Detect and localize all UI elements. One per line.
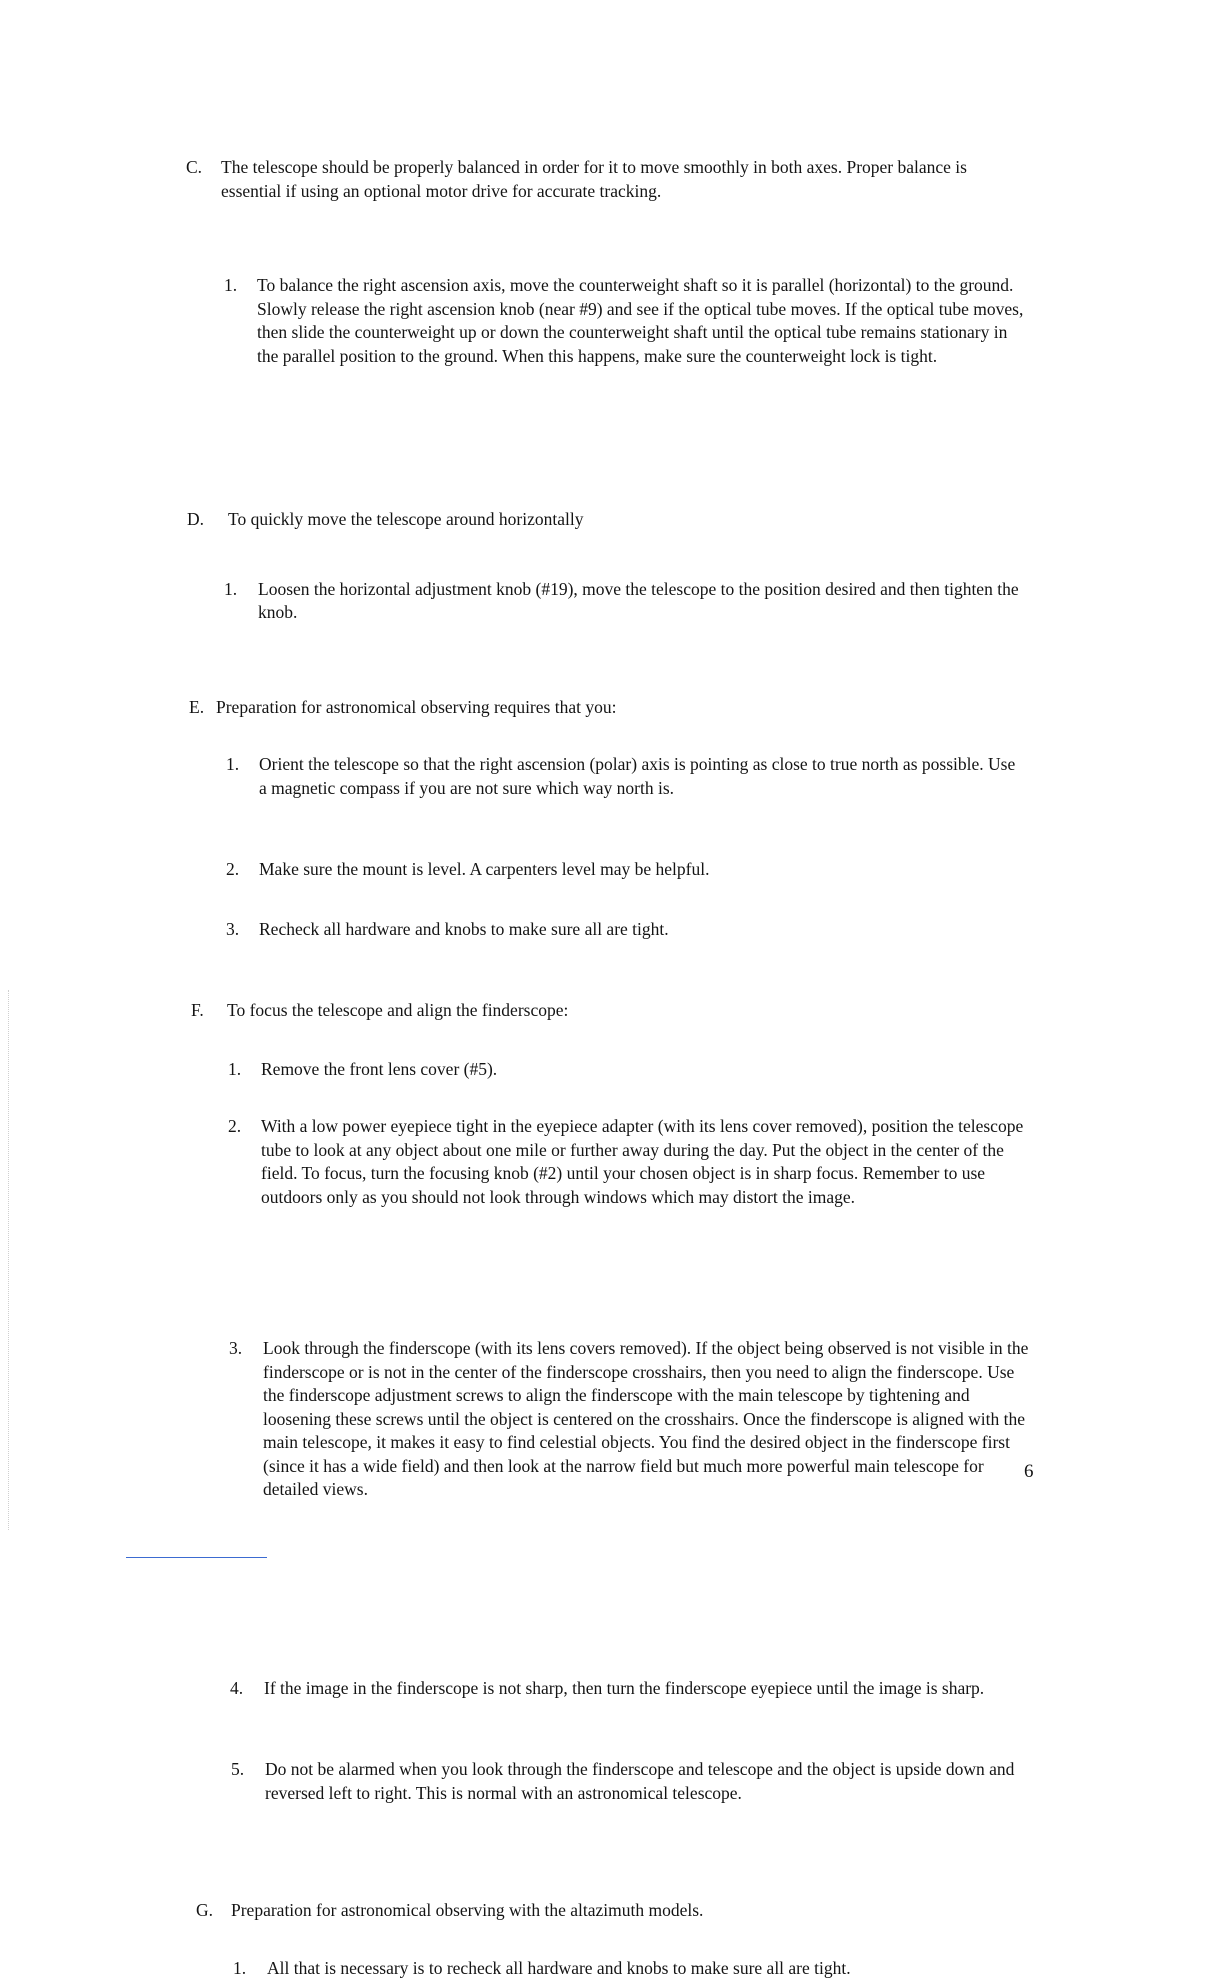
- section-f-text: To focus the telescope and align the finderscope:: [227, 999, 991, 1023]
- list-item-text: If the image in the finderscope is not sharp, then turn the finderscope eyepiece until the image is sharp.: [264, 1677, 1030, 1701]
- list-item-text: Orient the telescope so that the right ascension (polar) axis is pointing as close to true north as possible. Use a magnetic compass if you are not sure which way north is.: [259, 753, 1026, 800]
- section-f-marker: F.: [191, 999, 204, 1023]
- section-f-item-4: [230, 1677, 1030, 1701]
- section-e-text: Preparation for astronomical observing requires that you:: [216, 696, 989, 720]
- list-item-marker: 2.: [226, 858, 239, 882]
- section-f-item-2: [228, 1115, 1028, 1209]
- list-item-marker: 5.: [231, 1758, 244, 1782]
- list-item-text: Loosen the horizontal adjustment knob (#19), move the telescope to the position desired and then tighten the knob.: [258, 578, 1024, 625]
- section-e-item-3: [226, 918, 1026, 942]
- list-item-marker: 2.: [228, 1115, 241, 1139]
- list-item-text: With a low power eyepiece tight in the eyepiece adapter (with its lens cover removed), position the telescope tube to look at any object about one mile or further away during the day. Put the object in the center of the field. To focus, turn the focusing knob (#2) until your chosen object is in sharp focus. Remember to use outdoors only as you should not look through windows which may distort the image.: [261, 1115, 1028, 1209]
- section-f-item-5: [231, 1758, 1031, 1805]
- list-item-marker: 3.: [226, 918, 239, 942]
- section-d-text: To quickly move the telescope around horizontally: [228, 508, 987, 532]
- section-g-text: Preparation for astronomical observing with the altazimuth models.: [231, 1899, 996, 1923]
- section-f-heading: [191, 999, 991, 1023]
- list-item-marker: 3.: [229, 1337, 242, 1361]
- section-c-text: The telescope should be properly balanced in order for it to move smoothly in both axes. Proper balance is essential if using an optional motor drive for accurate tracking.: [221, 156, 986, 203]
- section-c-heading: [186, 156, 986, 203]
- list-item-text: Recheck all hardware and knobs to make sure all are tight.: [259, 918, 1026, 942]
- list-item-text: Do not be alarmed when you look through the finderscope and telescope and the object is upside down and reversed left to right. This is normal with an astronomical telescope.: [265, 1758, 1031, 1805]
- section-f-item-3: [229, 1337, 1034, 1502]
- list-item-marker: 1.: [224, 578, 237, 602]
- list-item-text: All that is necessary is to recheck all hardware and knobs to make sure all are tight.: [267, 1957, 1033, 1980]
- list-item-marker: 1.: [224, 274, 237, 298]
- section-g-marker: G.: [196, 1899, 213, 1923]
- list-item-marker: 1.: [233, 1957, 246, 1980]
- section-g-item-1: [233, 1957, 1033, 1980]
- footnote-rule: [126, 1557, 267, 1558]
- section-g-heading: [196, 1899, 996, 1923]
- section-e-heading: [189, 696, 989, 720]
- section-c-item-1: [224, 274, 1024, 368]
- list-item-marker: 1.: [226, 753, 239, 777]
- section-d-marker: D.: [187, 508, 204, 532]
- list-item-text: To balance the right ascension axis, move the counterweight shaft so it is parallel (horizontal) to the ground. Slowly release the right ascension knob (near #9) and see if the optical tube moves. If the optical tube moves, then slide the counterweight up or down the counterweight shaft until the optical tube remains stationary in the parallel position to the ground. When this happens, make sure the counterweight lock is tight.: [257, 274, 1024, 368]
- scan-edge-artifact: [8, 990, 9, 1530]
- list-item-marker: 4.: [230, 1677, 243, 1701]
- list-item-text: Make sure the mount is level. A carpenters level may be helpful.: [259, 858, 1026, 882]
- section-c-marker: C.: [186, 156, 202, 180]
- page-number: 6: [1024, 1460, 1034, 1484]
- list-item-marker: 1.: [228, 1058, 241, 1082]
- section-e-marker: E.: [189, 696, 204, 720]
- section-e-item-2: [226, 858, 1026, 882]
- section-f-item-1: [228, 1058, 1028, 1082]
- list-item-text: Remove the front lens cover (#5).: [261, 1058, 1028, 1082]
- section-d-item-1: [224, 578, 1024, 625]
- section-e-item-1: [226, 753, 1026, 800]
- list-item-text: Look through the finderscope (with its lens covers removed). If the object being observed is not visible in the finderscope or is not in the center of the finderscope crosshairs, then you need to align the finderscope. Use the finderscope adjustment screws to align the finderscope with the main telescope by tightening and loosening these screws until the object is centered on the crosshairs. Once the finderscope is aligned with the main telescope, it makes it easy to find celestial objects. You find the desired object in the finderscope first (since it has a wide field) and then look at the narrow field but much more powerful main telescope for detailed views.: [263, 1337, 1034, 1502]
- section-d-heading: [187, 508, 987, 532]
